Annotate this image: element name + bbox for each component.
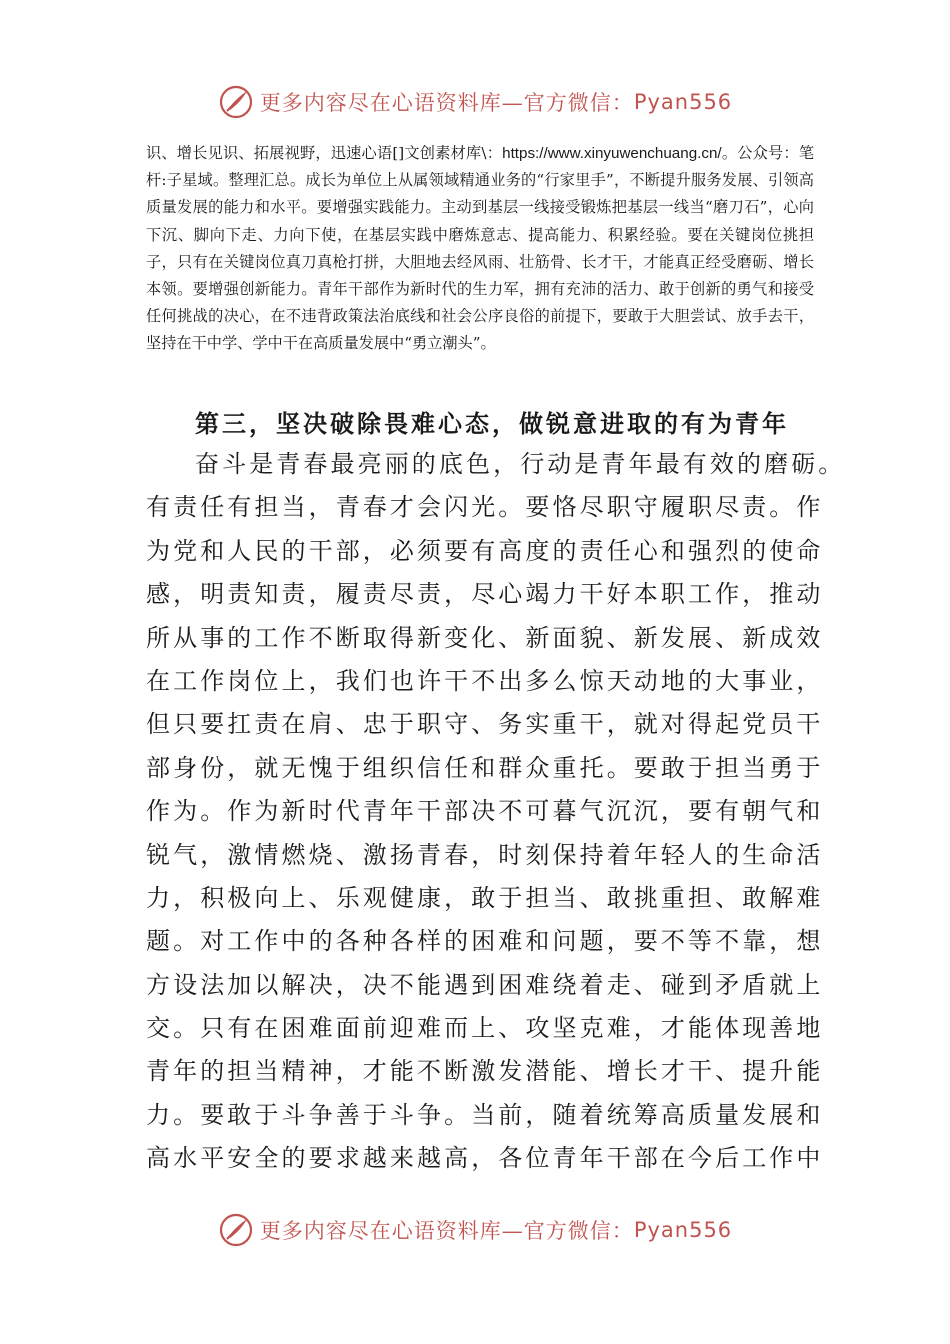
website-url: https://www.xinyuwenchuang.cn/ bbox=[502, 145, 722, 162]
body-line: 所从事的工作不断取得新变化、新面貌、新发展、新成效 bbox=[146, 623, 824, 652]
header-watermark bbox=[0, 80, 950, 124]
watermark-text: 更多内容尽在心语资料库—官方微信： bbox=[259, 1219, 634, 1243]
body-line: 力。要敢于斗争善于斗争。当前，随着统筹高质量发展和 bbox=[146, 1100, 824, 1129]
body-line: 但只要扛责在肩、忠于职守、务实重干，就对得起党员干 bbox=[146, 710, 824, 739]
body-line: 有责任有担当，青春才会闪光。要恪尽职守履职尽责。作 bbox=[146, 493, 824, 522]
watermark-wechat-id: Pyan556 bbox=[633, 90, 733, 114]
body-line: 高水平安全的要求越来越高，各位青年干部在今后工作中 bbox=[146, 1144, 824, 1173]
body-line: 交。只有在困难面前迎难而上、攻坚克难，才能体现善地 bbox=[146, 1014, 824, 1043]
footer-watermark bbox=[0, 1208, 950, 1252]
small-paragraph bbox=[146, 140, 814, 358]
body-line: 题。对工作中的各种各样的困难和问题，要不等不靠，想 bbox=[146, 927, 824, 956]
section-heading: 第三，坚决破除畏难心态，做锐意进取的有为青年 bbox=[195, 409, 789, 438]
body-line: 感，明责知责，履责尽责，尽心竭力干好本职工作，推动 bbox=[146, 580, 824, 609]
body-text bbox=[146, 443, 846, 1181]
body-line: 力，积极向上、乐观健康，敢于担当、敢挑重担、敢解难 bbox=[146, 883, 824, 912]
body-line: 青年的担当精神，才能不断激发潜能、增长才干、提升能 bbox=[146, 1057, 824, 1086]
body-line: 为党和人民的干部，必须要有高度的责任心和强烈的使命 bbox=[146, 536, 824, 565]
body-line: 锐气，激情燃烧、激扬青春，时刻保持着年轻人的生命活 bbox=[146, 840, 824, 869]
body-line: 方设法加以解决，决不能遇到困难绕着走、碰到矛盾就上 bbox=[146, 970, 824, 999]
quill-pen-logo-icon bbox=[218, 1212, 254, 1248]
watermark-wechat-id: Pyan556 bbox=[633, 1218, 733, 1242]
body-line: 奋斗是青春最亮丽的底色，行动是青年最有效的磨砺。 bbox=[195, 450, 846, 478]
small-paragraph-part-2: 。公众号：笔杆:子星域。整理汇总。成长为单位上从属领域精通业务的“行家里手”，不断提升服务发展、引领高质量发展的能力和水平。要增强实践能力。主动到基层一线接受锻炼把基层一线当“磨刀石”，心向下沉、脚向下走、力向下使，在基层实践中磨炼意志、提高能力、积累经验。要在关键岗位挑担子，只有在关键岗位真刀真枪打拼，大胆地去经风雨、壮筋骨、长才干，才能真正经受磨砺、增长本领。要增强创新能力。青年干部作为新时代的生力军，拥有充沛的活力、敢于创新的勇气和接受任何挑战的决心，在不违背政策法治底线和社会公序良俗的前提下，要敢于大胆尝试、放手去干，坚持在干中学、学中干在高质量发展中“勇立潮头”。 bbox=[146, 144, 815, 353]
watermark-text: 更多内容尽在心语资料库—官方微信： bbox=[259, 91, 634, 115]
body-line: 作为。作为新时代青年干部决不可暮气沉沉，要有朝气和 bbox=[146, 797, 824, 826]
body-line: 部身份，就无愧于组织信任和群众重托。要敢于担当勇于 bbox=[146, 753, 824, 782]
body-line: 在工作岗位上，我们也许干不出多么惊天动地的大事业， bbox=[146, 666, 824, 695]
quill-pen-logo-icon bbox=[218, 84, 254, 120]
small-paragraph-part-1: 识、增长见识、拓展视野，迅速心语[]文创素材库\： bbox=[146, 144, 503, 162]
